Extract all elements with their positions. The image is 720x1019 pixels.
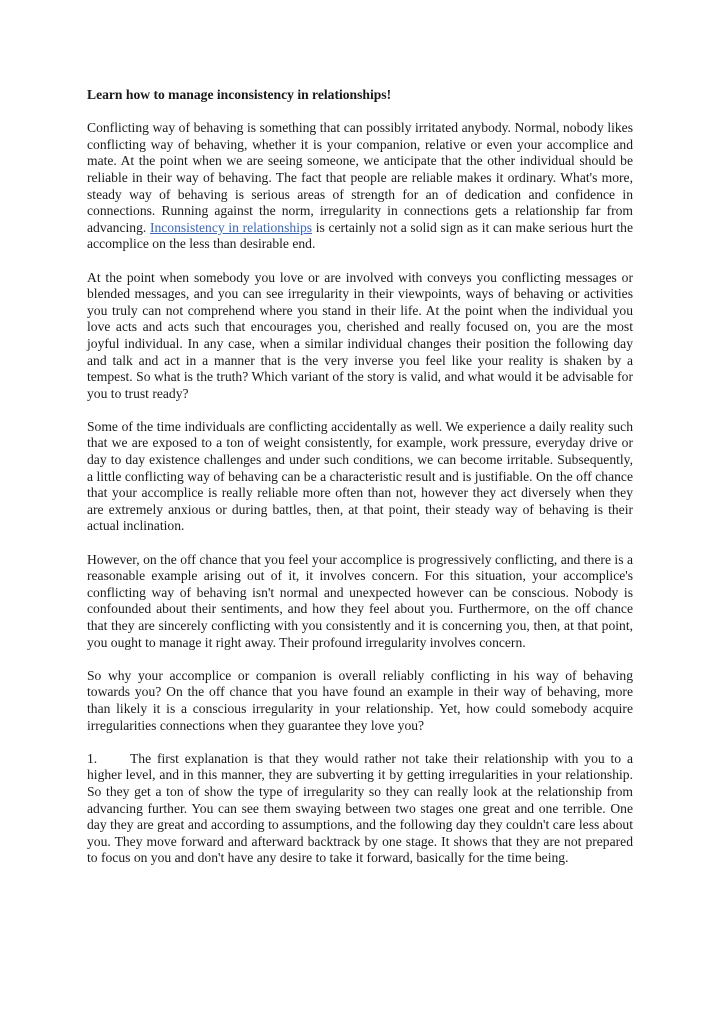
paragraph-2: At the point when somebody you love or are involved with conveys you conflicting messages or blended messages, and you can see irregularity in their viewpoints, ways of behaving or activities you truly can not comprehend where you stand in their life. At the point when the individual you love acts and acts such that encourages you, cherished and really focused on, you are the most joyful individual. In any case, when a similar individual changes their position the following day and talk and act in a manner that is the very inverse you feel like your reality is shaken by a tempest. So what is the truth? Which variant of the story is valid, and what would it be advisable for you to trust ready? xyxy=(87,269,633,401)
document-page xyxy=(87,87,633,867)
paragraph-5: So why your accomplice or companion is overall reliably conflicting in his way of behaving towards you? On the off chance that you have found an example in their way of behaving, more than likely it is a conscious irregularity in your relationship. Yet, how could somebody acquire irregularities connections when they guarantee they love you? xyxy=(87,667,633,733)
paragraph-4: However, on the off chance that you feel your accomplice is progressively conflicting, and there is a reasonable example arising out of it, it involves concern. For this situation, your accomplice's conflicting way of behaving isn't normal and unexpected however can be conscious. Nobody is confounded about their sentiments, and how they feel about you. Furthermore, on the off chance that they are sincerely conflicting with you consistently and it is concerning you, then, at that point, you ought to manage it right away. Their profound irregularity involves concern. xyxy=(87,551,633,650)
list-item-text: The first explanation is that they would rather not take their relationship with you to a higher level, and in this manner, they are subverting it by getting irregularities in your relationship. So they get a ton of show the type of irregularity so they can really look at the relationship from advancing further. You can see them swaying between two stages one great and one terrible. One day they are great and according to assumptions, and the following day they couldn't care less about you. They move forward and afterward backtrack by one stage. It shows that they are not prepared to focus on you and don't have any desire to take it forward, basically for the time being. xyxy=(87,750,633,866)
paragraph-1-text-start: Conflicting way of behaving is something that can possibly irritated anybody. Normal, nobody likes conflicting way of behaving, whether it is your companion, relative or even your accomplice and mate. At the point when we are seeing someone, we anticipate that the other individual should be reliable in their way of behaving. The fact that people are reliable makes it ordinary. What's more, steady way of behaving is serious areas of strength for an of dedication and confidence in connections. Running against the norm, irregularity in connections gets a relationship far from advancing. xyxy=(87,120,633,235)
inconsistency-link[interactable]: Inconsistency in relationships xyxy=(149,219,313,235)
list-number: 1. xyxy=(87,750,98,766)
paragraph-1-text-end: is certainly not a solid sign as it can make serious hurt the accomplice on the less than desirable end. xyxy=(87,219,633,252)
list-item xyxy=(87,751,633,867)
paragraph-1 xyxy=(87,120,633,253)
paragraph-3: Some of the time individuals are conflicting accidentally as well. We experience a daily reality such that we are exposed to a ton of weight consistently, for example, work pressure, everyday drive or day to day existence challenges and under such conditions, we can become irritable. Subsequently, a little conflicting way of behaving can be a characteristic result and is justifiable. On the off chance that your accomplice is really reliable more often than not, however they act diversely when they are extremely anxious or during battles, then, at that point, their steady way of behaving is their actual inclination. xyxy=(87,418,633,534)
document-title: Learn how to manage inconsistency in relationships! xyxy=(87,87,392,102)
